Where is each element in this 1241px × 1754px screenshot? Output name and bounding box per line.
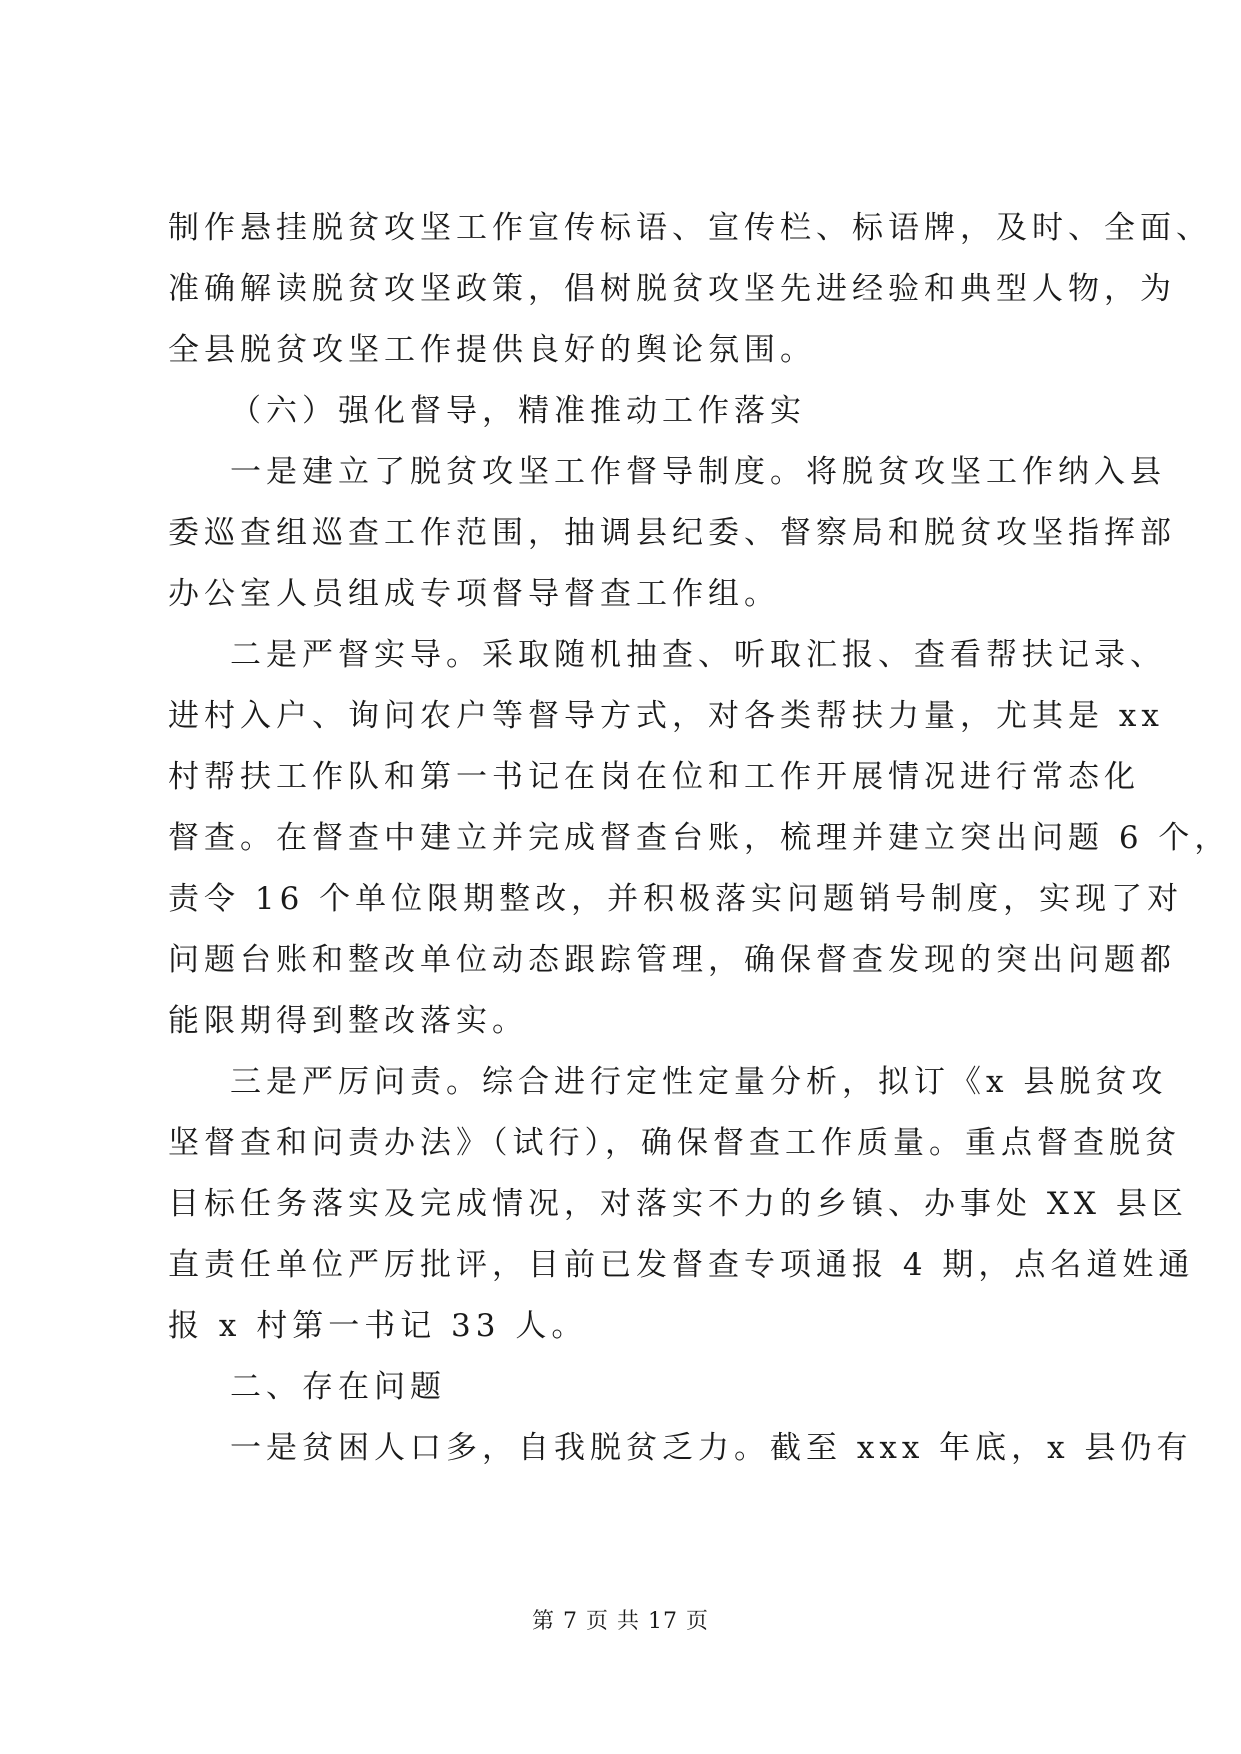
text-line: 问题台账和整改单位动态跟踪管理，确保督查发现的突出问题都: [168, 942, 1176, 978]
text-line: 坚督查和问责办法》（试行），确保督查工作质量。重点督查脱贫: [168, 1125, 1181, 1161]
text-line: 村帮扶工作队和第一书记在岗在位和工作开展情况进行常态化: [168, 759, 1140, 795]
text-line: 三是严厉问责。综合进行定性定量分析，拟订《x 县脱贫攻: [230, 1064, 1168, 1100]
text-line: 报 x 村第一书记 33 人。: [168, 1308, 588, 1344]
text-line: 二是严督实导。采取随机抽查、听取汇报、查看帮扶记录、: [230, 637, 1166, 673]
paragraph-strict-supervision: [168, 625, 1231, 1052]
document-body: [168, 198, 1231, 1479]
text-line: 能限期得到整改落实。: [168, 1003, 528, 1039]
page-footer: 第 7 页 共 17 页: [532, 1609, 709, 1634]
text-line: 责令 16 个单位限期整改，并积极落实问题销号制度，实现了对: [168, 881, 1184, 917]
text-line: 督查。在督查中建立并完成督查台账，梳理并建立突出问题 6 个，: [168, 820, 1231, 856]
text-line: 直责任单位严厉批评，目前已发督查专项通报 4 期，点名道姓通: [168, 1247, 1195, 1283]
text-line: 一是贫困人口多，自我脱贫乏力。截至 xxx 年底，x 县仍有: [230, 1430, 1193, 1466]
text-line: 进村入户、询问农户等督导方式，对各类帮扶力量，尤其是 xx: [168, 698, 1164, 734]
paragraph-accountability: [168, 1052, 1195, 1357]
paragraph-poverty-population: [168, 1418, 1193, 1479]
text-line: （六）强化督导，精准推动工作落实: [230, 393, 806, 429]
text-line: 委巡查组巡查工作范围，抽调县纪委、督察局和脱贫攻坚指挥部: [168, 515, 1176, 551]
paragraph-supervision-system: [168, 442, 1176, 625]
text-line: 二、存在问题: [230, 1369, 446, 1405]
text-line: 办公室人员组成专项督导督查工作组。: [168, 576, 780, 612]
paragraph-publicity: [168, 198, 1212, 381]
text-line: 制作悬挂脱贫攻坚工作宣传标语、宣传栏、标语牌，及时、全面、: [168, 210, 1212, 246]
text-line: 全县脱贫攻坚工作提供良好的舆论氛围。: [168, 332, 816, 368]
text-line: 一是建立了脱贫攻坚工作督导制度。将脱贫攻坚工作纳入县: [230, 454, 1166, 490]
text-line: 目标任务落实及完成情况，对落实不力的乡镇、办事处 XX 县区: [168, 1186, 1188, 1222]
section-heading-problems: [168, 1357, 1080, 1418]
text-line: 准确解读脱贫攻坚政策，倡树脱贫攻坚先进经验和典型人物，为: [168, 271, 1176, 307]
section-heading-six: [168, 381, 1080, 442]
